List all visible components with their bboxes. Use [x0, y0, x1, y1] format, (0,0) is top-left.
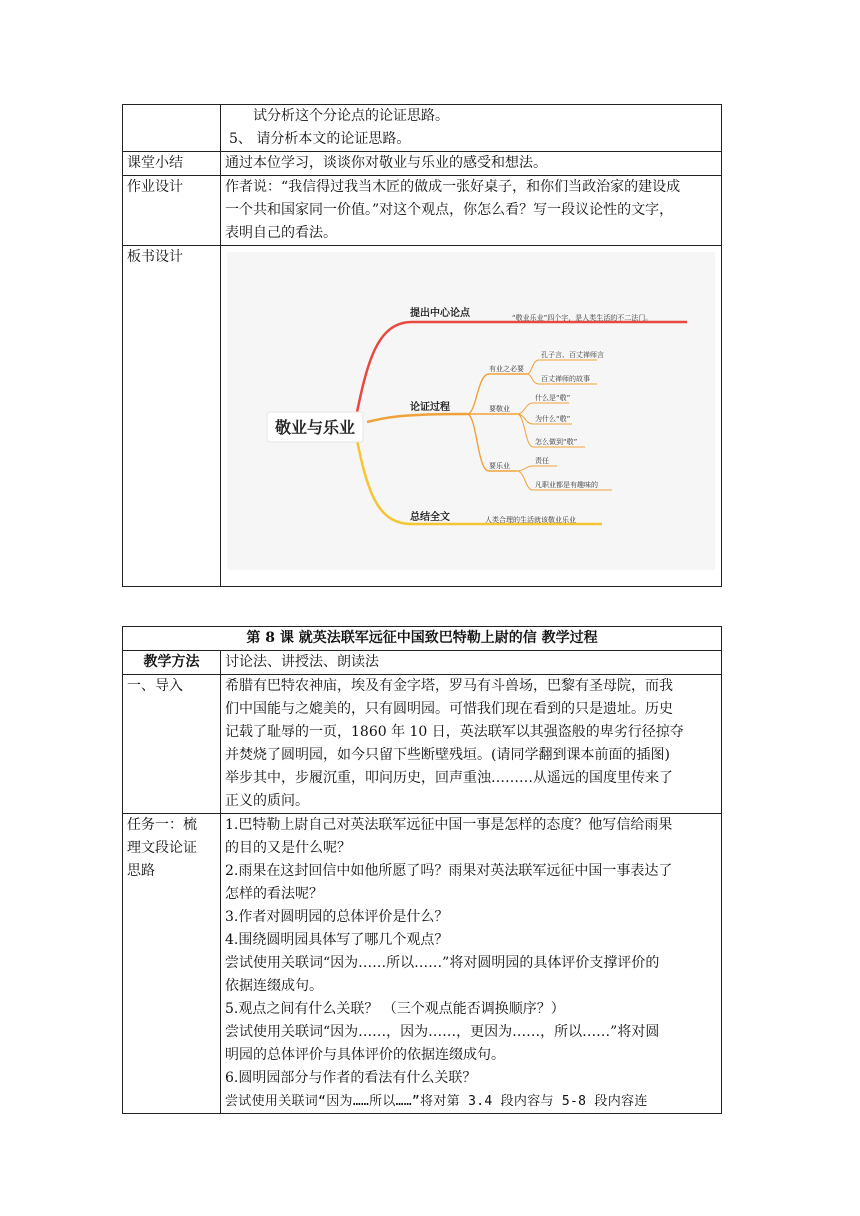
lesson-title: 第 8 课 就英法联军远征中国致巴特勒上尉的信 教学过程 [123, 627, 722, 651]
table-row [123, 246, 722, 587]
question-line: 5、 请分析本文的论证思路。 [229, 131, 411, 147]
leaf-label: 百丈禅师的故事 [541, 375, 590, 383]
leaf-label: 孔子言、百丈禅师言 [541, 351, 604, 359]
task-label-line: 理文段论证 [127, 840, 197, 856]
thesis-label: 提出中心论点 [410, 308, 470, 319]
leaf-label: 什么是“敬” [535, 394, 571, 402]
intro-line: 希腊有巴特农神庙，埃及有金字塔，罗马有斗兽场，巴黎有圣母院，而我 [225, 678, 673, 694]
thesis-note: “敬业乐业”四个字，是人类生活的不二法门。 [512, 314, 653, 322]
row-label: 教学方法 [123, 651, 221, 675]
intro-line: 记载了耻辱的一页，1860 年 10 日，英法联军以其强盗般的卑劣行径掠夺 [225, 724, 684, 740]
intro-line: 并焚烧了圆明园，如今只留下些断壁残垣。(请同学翻到课本前面的插图) [225, 747, 670, 763]
task-line: 6.圆明园部分与作者的看法有什么关联？ [225, 1070, 477, 1086]
intro-line: 正义的质问。 [225, 793, 309, 809]
task-line: 1.巴特勒上尉自己对英法联军远征中国一事是怎样的态度？他写信给雨果 [225, 817, 673, 833]
question-line: 试分析这个分论点的论证思路。 [253, 108, 449, 124]
leaf-label: 责任 [535, 457, 549, 465]
sub-branch-label: 有业之必要 [489, 365, 524, 373]
sub-branch-label: 要乐业 [489, 462, 510, 470]
sub-branch-label: 要敬业 [489, 405, 510, 413]
task-line: 3.作者对圆明园的总体评价是什么？ [225, 909, 449, 925]
row-label: 课堂小结 [123, 152, 221, 176]
homework-line: 一个共和国家同一价值。”对这个观点，你怎么看？写一段议论性的文字， [225, 202, 674, 218]
task-line: 明园的总体评价与具体评价的依据连缀成句。 [225, 1047, 505, 1063]
row-label: 板书设计 [123, 246, 221, 587]
task-label-line: 思路 [127, 863, 155, 879]
task-line: 尝试使用关联词“因为……所以……”将对第 3.4 段内容与 5-8 段内容连 [225, 1094, 648, 1109]
lesson-table-1 [122, 104, 722, 587]
lesson-table-2 [122, 626, 722, 1114]
task-label-line: 任务一：梳 [127, 817, 197, 833]
table-row [123, 176, 722, 246]
task-line: 2.雨果在这封回信中如他所愿了吗？雨果对英法联军远征中国一事表达了 [225, 863, 673, 879]
table-row [123, 814, 722, 1114]
table-row [123, 105, 722, 152]
intro-line: 举步其中，步履沉重，叩问历史，回声重浊………从遥远的国度里传来了 [225, 770, 673, 786]
conclusion-note: 人类合理的生活就该敬业乐业 [485, 516, 576, 524]
method-text: 讨论法、讲授法、朗读法 [221, 651, 722, 675]
center-node-label: 敬业与乐业 [274, 418, 356, 437]
intro-line: 们中国能与之媲美的，只有圆明园。可惜我们现在看到的只是遗址。历史 [225, 701, 673, 717]
task-line: 4.围绕圆明园具体写了哪几个观点？ [225, 932, 449, 948]
table-row [123, 627, 722, 651]
table-row [123, 152, 722, 176]
row-label: 作业设计 [123, 176, 221, 246]
task-line: 的目的又是什么呢？ [225, 840, 351, 856]
row-label: 一、导入 [123, 675, 221, 814]
table-row [123, 675, 722, 814]
homework-line: 表明自己的看法。 [225, 225, 337, 241]
task-line: 依据连缀成句。 [225, 978, 323, 994]
leaf-label: 凡职业都是有趣味的 [535, 481, 598, 489]
task-line: 尝试使用关联词“因为……所以……”将对圆明园的具体评价支撑评价的 [225, 955, 660, 971]
summary-text: 通过本位学习，谈谈你对敬业与乐业的感受和想法。 [221, 152, 722, 176]
conclusion-label: 总结全文 [410, 512, 450, 523]
task-line: 5.观点之间有什么关联？ （三个观点能否调换顺序？） [225, 1001, 565, 1017]
task-line: 怎样的看法呢？ [225, 886, 323, 902]
leaf-label: 怎么做到“敬” [535, 438, 578, 446]
mind-map [227, 252, 715, 570]
homework-line: 作者说：“我信得过我当木匠的做成一张好桌子，和你们当政治家的建设成 [225, 179, 681, 195]
argument-label: 论证过程 [410, 402, 450, 413]
table-row [123, 651, 722, 675]
task-line: 尝试使用关联词“因为……，因为……，更因为……，所以……”将对圆 [225, 1024, 660, 1040]
leaf-label: 为什么“敬” [535, 415, 571, 423]
